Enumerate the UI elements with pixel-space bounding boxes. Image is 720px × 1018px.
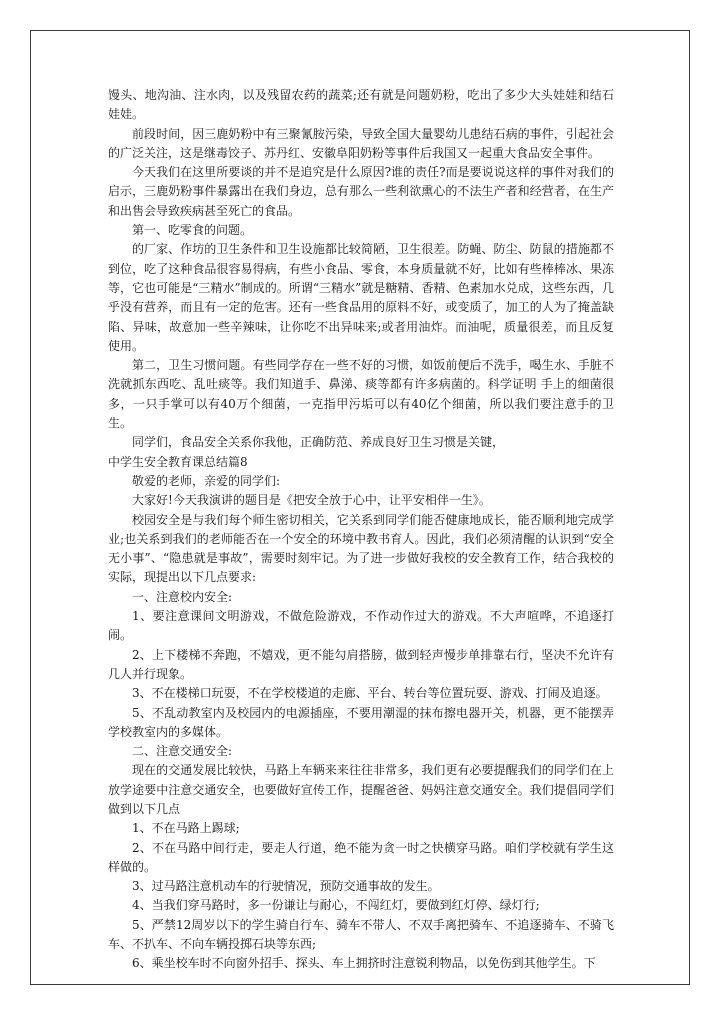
salutation: 敬爱的老师，亲爱的同学们:	[132, 473, 281, 488]
list-item: 4、当我们穿马路时，多一份谦让与耐心，不闯红灯，要做到红灯停、绿灯行;	[132, 898, 540, 913]
paragraph: 今天我们在这里所要谈的并不是追究是什么原因?谁的责任?而是要说说这样的事件对我们的启示，三鹿奶粉事件暴露出在我们身边，总有那么一些利欲熏心的不法生产者和经营者，在生产和出售会导致疾病甚至死亡的食品。	[108, 165, 614, 218]
paragraph: 第一、吃零食的问题。	[132, 223, 253, 238]
paragraph: 的厂家、作坊的卫生条件和卫生设施都比较简陋，卫生很差。防蝇、防尘、防鼠的措施都不到位，吃了这种食品很容易得病，有些小食品、零食，本身质量就不好，比如有些棒棒冰、果冻等，它也可能是“三精水”制成的。所谓“三精水”就是糖精、香精、色素加水兑成，这些东西，几乎没有营养，而且有一定的危害。还有一些食品用的原料不好，或变质了，加工的人为了掩盖缺陷、异味，故意加一些辛辣味，让你吃不出异味来;或者用油炸。而油呢，质量很差，而且反复使用。	[108, 242, 614, 353]
paragraph: 馒头、地沟油、注水肉，以及残留农药的蔬菜;还有就是问题奶粉，吃出了多少大头娃娃和结石娃娃。	[108, 88, 614, 122]
list-item: 5、不乱动教室内及校园内的电源插座，不要用潮湿的抹布擦电器开关，机器，更不能摆弄学校教室内的多媒体。	[108, 705, 614, 739]
document-body	[108, 86, 614, 974]
paragraph: 同学们，食品安全关系你我他，正确防范、养成良好卫生习惯是关键，	[132, 435, 505, 450]
subheading: 一、注意校内安全:	[132, 589, 233, 604]
list-item: 6、乘坐校车时不向窗外招手、探头、车上拥挤时注意锐利物品，以免伤到其他学生。下	[132, 956, 596, 971]
list-item: 2、不在马路中间行走，要走人行道，绝不能为贪一时之快横穿马路。咱们学校就有学生这样做的。	[108, 840, 614, 874]
list-item: 2、上下楼梯不奔跑，不嬉戏，更不能勾肩搭膀，做到轻声慢步单排靠右行，坚决不允许有几人并行现象。	[108, 647, 614, 681]
paragraph: 现在的交通发展比较快，马路上车辆来来往往非常多，我们更有必要提醒我们的同学们在上放学途要中注意交通安全，也要做好宣传工作，提醒爸爸、妈妈注意交通安全。我们提倡同学们做到以下几点	[108, 763, 614, 816]
list-item: 1、不在马路上踢球;	[132, 821, 240, 836]
list-item: 3、过马路注意机动车的行驶情况，预防交通事故的发生。	[132, 879, 440, 894]
subheading: 二、注意交通安全:	[132, 744, 233, 759]
list-item: 3、不在楼梯口玩耍，不在学校楼道的走廊、平台、转台等位置玩耍、游戏、打闹及追逐。	[132, 686, 608, 701]
paragraph: 第二，卫生习惯问题。有些同学存在一些不好的习惯，如饭前便后不洗手，喝生水、手脏不洗就抓东西吃、乱吐痰等。我们知道手、鼻涕、痰等都有许多病菌的。科学证明 手上的细菌很多，一只手掌可以有40万个细菌，一克指甲污垢可以有40亿个细菌，所以我们要注意手的卫生。	[108, 358, 614, 431]
list-item: 1、要注意课间文明游戏，不做危险游戏，不作动作过大的游戏。不大声喧哗，不追逐打闹。	[108, 609, 614, 643]
paragraph: 大家好!今天我演讲的题目是《把安全放于心中，让平安相伴一生》。	[132, 493, 491, 508]
paragraph: 前段时间，因三鹿奶粉中有三聚氰胺污染，导致全国大量婴幼儿患结石病的事件，引起社会的广泛关注，这是继毒饺子、苏丹红、安徽阜阳奶粉等事件后我国又一起重大食品安全事件。	[108, 126, 614, 160]
section-title: 中学生安全教育课总结篇8	[108, 454, 248, 469]
list-item: 5、严禁12周岁以下的学生骑自行车、骑车不带人、不双手离把骑车、不追逐骑车、不骑飞车、不扒车、不向车辆投掷石块等东西;	[108, 917, 614, 952]
paragraph: 校园安全是与我们每个师生密切相关，它关系到同学们能否健康地成长，能否顺利地完成学业;也关系到我们的老师能否在一个安全的环境中教书育人。因此，我们必须清醒的认识到“安全无小事”、“隐患就是事故”，需要时刻牢记。为了进一步做好我校的安全教育工作，结合我校的实际，现提出以下几点要求:	[108, 512, 614, 585]
